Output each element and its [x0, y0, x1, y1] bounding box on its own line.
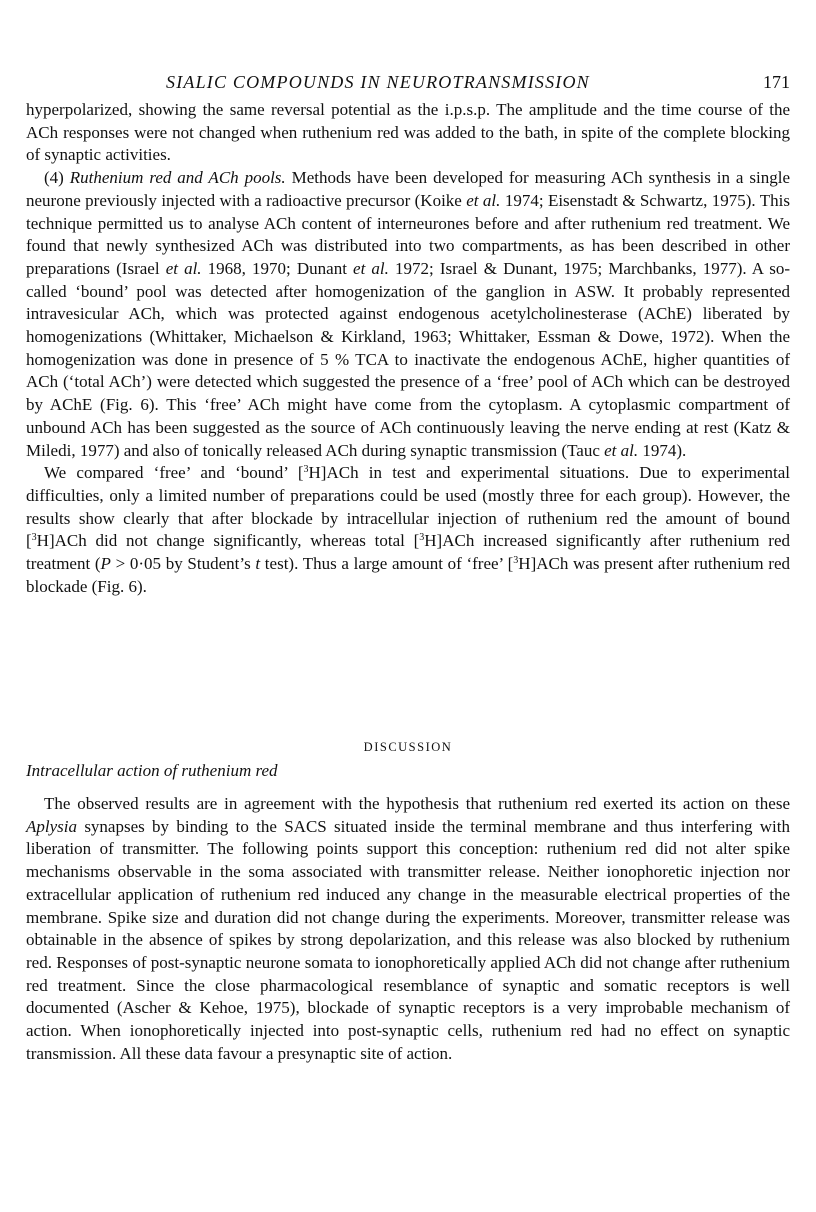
- superscript: 3: [513, 555, 519, 567]
- section-title: Ruthenium red and ACh pools.: [69, 168, 286, 188]
- paragraph-4-text-b: synapses by binding to the SACS situated inside the terminal membrane and thus interfering with liberation of transmitter. The following points support this conception: ruthenium red did not alter spike mechanisms observable in the soma associated with transmitter release. Neither ionophoretic injection nor extracellular application of ruthenium red induced any change in the measurable electrical properties of the membrane. Spike size and duration did not change during the experiments. Moreover, transmitter release was obtainable in the absence of spikes by strong depolarization, and this release was also blocked by ruthenium red. Responses of post-synaptic neurone somata to ionophoretically applied ACh did not change after ruthenium red treatment. Since the close pharmacological resemblance of synaptic and somatic receptors is well documented (Ascher & Kehoe, 1975), blockade of synaptic receptors is a very improbable mechanism of action. When ionophoretically injected into post-synaptic cells, ruthenium red had no effect on synaptic transmission. All these data favour a presynaptic site of action.: [26, 816, 790, 1063]
- paragraph-2-text-c: 1968, 1970; Dunant: [207, 258, 347, 278]
- body-text: [26, 99, 790, 598]
- paragraph-3-text-c: H]ACh did not change significantly, whereas total [: [36, 531, 420, 551]
- paragraph-1-text: hyperpolarized, showing the same reversal potential as the i.p.s.p. The amplitude and the time course of the ACh responses were not changed when ruthenium red was added to the bath, in spite of the complete blocking of synaptic activities.: [26, 100, 790, 165]
- discussion-heading: DISCUSSION: [363, 740, 453, 754]
- page-header: [26, 70, 790, 94]
- paragraph-3-text-f: test). Thus a large amount of ‘free’ [: [260, 554, 514, 574]
- paragraph-3: [26, 462, 790, 598]
- et-al: et al.: [165, 258, 202, 278]
- superscript: 3: [419, 532, 425, 544]
- t-symbol: t: [255, 554, 261, 574]
- paragraph-4-text-a: The observed results are in agreement with the hypothesis that ruthenium red exerted its action on these: [44, 794, 790, 813]
- paragraph-3-text-e: > 0·05 by Student’s: [110, 554, 256, 574]
- section-number: (4): [44, 168, 64, 188]
- paragraph-2-text-b: 1974; Eisenstadt & Schwartz, 1975). This technique permitted us to analyse ACh content of interneurones before and after ruthenium red treatment. We found that newly synthesized ACh was distributed into two compartments, as has been described in other preparations (Israel: [26, 190, 790, 278]
- p-symbol: P: [100, 554, 111, 574]
- et-al: et al.: [353, 258, 389, 278]
- paragraph-2-text-d: 1972; Israel & Dunant, 1975; Marchbanks, 1977). A so-called ‘bound’ pool was detected after homogenization of the ganglion in ASW. It probably represented intravesicular ACh, which was protected against endogenous acetylcholinesterase (AChE) liberated by homogenizations (Whittaker, Michaelson & Kirkland, 1963; Whittaker, Essman & Dowe, 1972). When the homogenization was done in presence of 5 % TCA to inactivate the endogenous AChE, higher quantities of ACh (‘total ACh’) were detected which suggested the presence of a ‘free’ pool of ACh which can be destroyed by AChE (Fig. 6). This ‘free’ ACh might have come from the cytoplasm. A cytoplasmic compartment of unbound ACh has been suggested as the source of ACh continuously leaving the nerve ending at rest (Katz & Miledi, 1977) and also of tonically released ACh during synaptic transmission (Tauc: [26, 258, 791, 460]
- paragraph-3-text-b: H]ACh in test and experimental situations. Due to experimental difficulties, only a limited number of preparations could be used (mostly three for each group). However, the results show clearly that after blockade by intracellular injection of ruthenium red the amount of bound [: [26, 463, 790, 551]
- superscript: 3: [303, 464, 309, 476]
- page-number: 171: [763, 72, 790, 92]
- running-head: SIALIC COMPOUNDS IN NEUROTRANSMISSION: [166, 72, 590, 92]
- paragraph-4: [26, 793, 790, 1065]
- et-al: et al.: [604, 440, 639, 460]
- et-al: et al.: [466, 190, 501, 210]
- aplysia-term: Aplysia: [26, 816, 77, 836]
- paragraph-3-text-g: H]ACh was present after ruthenium red blockade (Fig. 6).: [26, 554, 791, 596]
- discussion-text: [26, 793, 790, 1065]
- paragraph-3-text-a: We compared ‘free’ and ‘bound’ [: [44, 463, 304, 483]
- superscript: 3: [31, 532, 37, 544]
- paragraph-2-text-e: 1974).: [642, 440, 687, 460]
- paragraph-3-text-d: H]ACh increased significantly after ruthenium red treatment (: [26, 531, 790, 574]
- paragraph-2: [26, 167, 790, 462]
- paragraph-2-text-a: Methods have been developed for measuring ACh synthesis in a single neurone previously injected with a radioactive precursor (Koike: [26, 168, 791, 210]
- paragraph-1: [26, 99, 790, 167]
- subsection-heading: Intracellular action of ruthenium red: [26, 761, 278, 780]
